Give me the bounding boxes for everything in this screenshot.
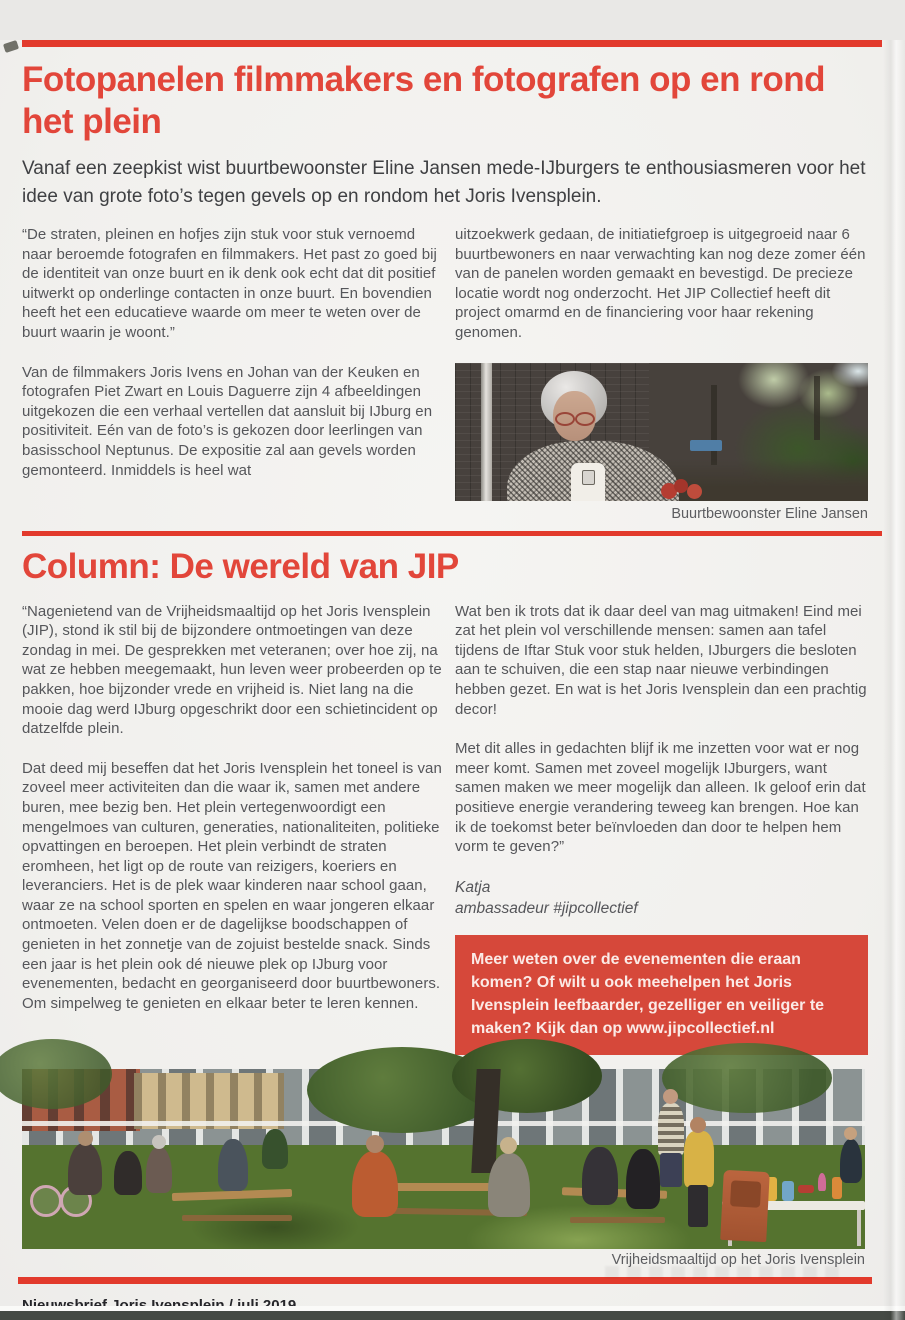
column-title: Column: De wereld van JIP [22,546,459,586]
callout-text: Meer weten over de evenementen die eraan komen? Of wilt u ook meehelpen het Joris Ivensplein leefbaarder, gezelliger en veiliger te maken? Kijk dan op www.jipcollectief.nl [471,950,825,1037]
portrait-woman [507,371,687,501]
scan-bottom-strip [0,1311,905,1320]
paragraph-plein: Dat deed mij beseffen dat het Joris Ivensplein het toneel is van zoveel meer activiteiten dan die waar ik, samen met andere buren, mee bezig ben. Het plein vertegenwoordigt een mengelmoes van culturen, generaties, nationaliteiten, politieke opvattingen en beroepen. Het plein verbindt de straten eromheen, het ligt op de route van reizigers, koeriers en leveranciers. Het is de plek waar kinderen naar school gaan, waar ze na school sporten en spelen en waar jongeren elkaar ontmoeten. Velen doen er de dagelijkse boodschappen of genieten in het zonnetje van de zojuist bestelde snack. Sinds een jaar is het plein ook dé nieuwe plek op IJburg voor evenementen, bedacht en georganiseerd door buurtbewoners. Om simpelweg te genieten en elkaar beter te leren kennen. [22,759,442,1012]
red-glasses [555,412,595,423]
vrijheidsmaaltijd-photo [22,1069,865,1249]
boy-yellow-vest [684,1131,714,1187]
column-right-column [455,602,868,1055]
vrijheidsmaaltijd-caption: Vrijheidsmaaltijd op het Joris Ivensplein [611,1251,865,1268]
paragraph-vrijheidsmaaltijd: “Nagenietend van de Vrijheidsmaaltijd op het Joris Ivensplein (JIP), stond ik stil bij de bijzondere ontmoetingen van deze zondag in mei. De gesprekken met veteranen; over hoe zij, na wat ze hebben meegemaakt, hun leven weer probeerden op te pakken, hoe bijzonder vrede en vrijheid is. Niet lang na die mooie dag werd IJburg opgeschrikt door een schietincident op datzelfde plein. [22,602,442,738]
paragraph-uitzoekwerk: uitzoekwerk gedaan, de initiatiefgroep is uitgegroeid naar 6 buurtbewoners en naar verwachting kan nog deze zomer één van de panelen worden gemaakt en bevestigd. De precieze locatie wordt nog onderzocht. Het JIP Collectief heeft dit project omarmd en de financiering voor haar rekening genomen. [455,226,866,341]
blue-sign [690,440,722,451]
necklace-pendant [582,470,595,485]
newsletter-page [0,40,905,1320]
eline-jansen-photo [455,363,868,501]
article-intro: Vanaf een zeepkist wist buurtbewoonster Eline Jansen mede-IJburgers te enthousiasmeren voor het idee van grote foto’s tegen gevels op en rondom het Joris Ivensplein. [22,158,866,207]
column-columns [0,602,905,1055]
signature [455,877,868,919]
red-flowers [661,473,707,499]
eline-jansen-photo-art [455,363,868,501]
woman-gray-wrap [488,1153,530,1217]
standing-striped-person [658,1103,684,1155]
drainpipe [481,363,492,501]
vrijheidsmaaltijd-photo-art [22,1069,865,1249]
eline-photo-caption: Buurtbewoonster Eline Jansen [671,505,868,522]
paragraph-quote: “De straten, pleinen en hofjes zijn stuk voor stuk vernoemd naar beroemde fotografen en filmmakers. Het past zo goed bij de identiteit van onze buurt en ik denk ook echt dat dit positief uitwerkt op onderlinge contacten in onze buurt. En bovendien heeft het een educatieve waarde om meer te weten over de buurt waarin je woont.” [22,226,437,341]
paragraph-toekomst: Met dit alles in gedachten blijf ik me inzetten voor wat er nog meer komt. Samen met zoveel mogelijk IJburgers, want samen maken we meer mogelijk dan alleen. Ik geloof erin dat positieve energie verandering teweeg kan brengen. Hoe kan ik de toekomst beter beïnvloeden dan door te helpen hem vorm te geven?” [455,740,866,856]
top-rule [22,40,882,47]
column-left-column [22,602,445,1055]
fotopanelen-right-column [455,225,868,522]
signature-name: Katja [455,878,491,896]
paragraph-trots: Wat ben ik trots dat ik daar deel van mag uitmaken! Eind mei zat het plein vol verschillende mensen: samen aan tafel tijdens de Iftar Stuk voor stuk helden, IJburgers die besloten aan te schuiven, die een stap naar nieuwe verbindingen hebben gezet. En wat is het Joris Ivensplein dan een prachtig decor! [455,602,867,718]
seated-people [68,1143,102,1195]
scan-artifact-mark [3,40,19,53]
paragraph-filmmakers: Van de filmmakers Joris Ivens en Johan van der Keuken en fotografen Piet Zwart en Louis Daguerre zijn 4 afbeeldingen uitgekozen die een verhaal vertellen dat aansluit bij IJburg en positiviteit. Eén van de foto’s is gekozen door leerlingen van basisschool Neptunus. De expositie zal aan gevels worden gemonteerd. Inmiddels is heel wat [22,363,433,479]
section-divider-rule [22,531,882,536]
callout-box [455,935,868,1055]
show-through-ghost-text [605,1266,845,1278]
article-title-fotopanelen: Fotopanelen filmmakers en fotografen op en rond het plein [22,60,825,141]
fotopanelen-left-column [22,225,445,522]
fotopanelen-columns [0,225,905,522]
signature-role: ambassadeur #jipcollectief [455,899,638,917]
man-orange-shirt [352,1151,398,1217]
folding-chair [720,1170,770,1242]
flower-vase [818,1173,826,1191]
